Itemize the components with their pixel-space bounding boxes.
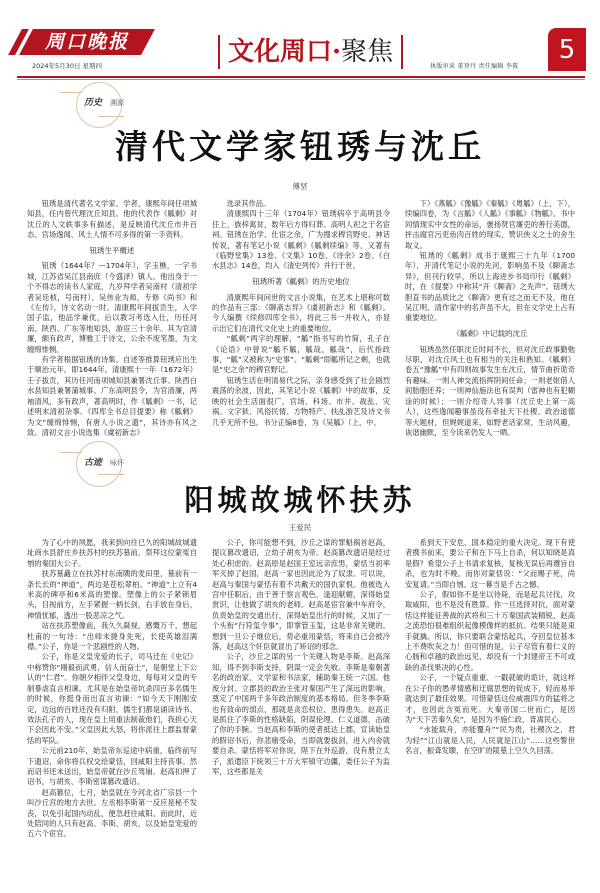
paragraph: 清康熙年间问世的文言小说集，在艺术上堪称可数的作品有三部：《聊斋志异》《虞初新志》和《觚剩》。今人编撰《续修四库全书》，将此三书一并收入，亦显示出它们在清代文化史上的重要地位。: [212, 292, 390, 333]
section-title: [210, 34, 411, 70]
paragraph: 公元前210年，始皇帝东巡途中病重，临终前写下遗诏，命你将兵权交给蒙恬，回咸阳主持丧事。然而诏书还未送出，始皇帝就在沙丘驾崩。赵高扣押了诏书，与胡亥、李斯密谋篡改遗诏。: [27, 746, 197, 787]
article-body: [27, 199, 575, 437]
article-title: 清代文学家钮琇与沈丘: [115, 127, 485, 166]
paragraph: “觚剩”两字的理解，“觚”指书写的竹简，孔子在《论语》中曾说“觚不觚，觚哉，觚哉”，后代指政事，“觚”又被称为“史事”。“觚剩”即觚所记之剩，也就是“史之余”的稗官野记。: [212, 334, 390, 375]
section-title-black: 聚焦: [341, 37, 394, 67]
subheading: 钮琇所著《觚剩》的历史地位: [252, 277, 350, 287]
paragraph: 扶苏墓矗立在扶苏村东南隅的麦田里，墓前有一条长长的“神道”，两边是苍松翠柏。“神道”上立有4米高的碑亭和6米高的塑像。塑像上的公子紧锁眉头，目视前方，左手紧握一柄长剑，右手放在身后，神情忧郁，透出一股悲凉之气。: [27, 569, 197, 620]
paragraph: 公子，你是父皇宠爱的长子，司马迁在《史记》中称赞你“刚毅而武勇，信人而奋士”，是朝堂上下公认的“仁君”。你朝夕相伴父皇身边，每每对父皇的专制暴虐直言相谏。尤其是在始皇帝坑杀四百多名儒生的时候，你挺身而出直言劝谏：“如今天下刚刚安定，边远的百姓还没有归附，儒生们都是诵读诗书、效法孔子的人，现在皇上用重法制裁他们，我担心天下会因此不安。”父皇因此大怒，将你派往上郡监督蒙恬的军队。: [27, 652, 197, 745]
subheading: 钮琇生平概述: [89, 245, 135, 255]
column-badge-sub: 咏怀: [110, 459, 124, 467]
paragraph: 选录其作品。: [226, 199, 271, 208]
text-column: [212, 538, 390, 871]
paragraph: 清康熙四十三年（1704年）钮琇病卒于高明县令任上，族梓寓贫，数年后方得归葬。高明人祀之于名宦祠。钮琇在治学、仕宦之余，广为搜求稗官野史、神话传说，著有笔记小说《觚剩》《觚剩续编》等，又著有《临野堂集》13卷、《文集》10卷、《诗余》2卷、《白水县志》14卷，均入《清史列传》并行于世。: [212, 209, 390, 271]
header-rule: [17, 76, 585, 78]
paragraph: 钮琇是清代著名文学家、学者，康熙年间任项城知县，任内曾代理沈丘知县。他的代表作《觚剩》对沈丘的人文轶事多有描述，是反映清代沈丘市井百态、官场逸闻、风土人情不可多得的第一手资料。: [27, 199, 197, 240]
paragraph: 为了心中的夙愿，我来到向往已久的阳城故城遗址商水县舒庄乡扶苏村的扶苏墓前，祭拜这位蒙冤自刎的秦国大公子。: [27, 538, 197, 568]
paragraph: 公子，你可能想不到，沙丘之谋的罪魁祸首赵高，提议篡改遗诏，立幼子胡亥为帝。赵高篡改遗诏是经过处心积虑的。赵高原是赵国王室远亲庶男，蒙恬当初率军灭掉了赵国，赵高一家也因此沦为了奴隶。可以说，赵高与秦国与蒙恬有着不共戴天的国仇家恨。他被选入宫中任职后，由于善于察言观色，逢迎献媚，深得始皇赏识，让他做了胡亥的老师。赵高是宦官兼中车府令，负责始皇的交通出行，深得始皇出行的时候，又加了一个头衔“行符玺令事”，即掌管玉玺，这是非常关键的。想到一旦公子继位后，势必重用蒙恬，将来自己会被冷落，赵高这个奸臣就冒出了矫诏的邪念。: [212, 538, 390, 652]
paragraph: 下）《燕觚》《豫觚》《秦觚》《粤觚》（上、下），续编四卷，为《言觚》《人觚》《事觚》《物觚》。书中同情现实中女性的命运，褒扬贤官廉吏的善行美德，抨击腐官污吏鱼肉百姓的现实，赞识侠义之士的舍生取义。: [405, 199, 575, 250]
paragraph: 公子，一个疑点重重、一戳就破的诡计，就这样在公子你的愚孝情感和迂腐思想的促成下，轻而易举就达到了最佳效果。可惜蒙恬这位威震四方的猛将之才，也因此含冤而死。大秦帝国二世而亡，是因为“天下苦秦久矣”，是因为不施仁政、背离民心。: [405, 673, 575, 724]
article-author: 王爱民: [288, 523, 312, 532]
paragraph: 有学者根据钮琇的诗集、自述等推算钮琇应出生于顺治元年，即1644年。清康熙十一年（1672年）壬子拔贡，其历任河南项城知县兼署沈丘事、陕西白水县知县兼署蒲城事、广东高明县令，为官清廉，两袖清风，多有政声，著高明时，作《觚剩》一书，记述明末清初杂事。《四库全书总目提要》称《觚剩》为文“缠绵悱恻，有唐人小说之遗”，其诗亦有风之致。清初文言小说选集《虞初新志》: [27, 355, 197, 437]
page-number: 5: [548, 28, 586, 71]
header-rule-thin: [17, 79, 585, 80]
column-badge-main: 历史: [84, 98, 103, 108]
article-title: 阳城故城怀扶苏: [184, 483, 416, 517]
text-column: [27, 538, 197, 871]
editor-credits: 执版审读 董登丹 责任编辑 李筱: [430, 63, 519, 70]
column-badge-main: 古迹: [84, 458, 103, 468]
paragraph: 钮琇的《觚剩》成书于康熙三十九年（1700年），开清代笔记小说的先河，影响虽不及《聊斋志异》，但刊行较早，所以上海进步书局印行《觚剩》时，在《提要》中称其“开《聊斋》之先声”。钮琇大胆直书的品质比之《聊斋》更有过之而无不及，他在吴江明、清作家中的名声虽不大，但在文学史上占有重要地位。: [405, 251, 575, 323]
newspaper-logo: 周口晚报: [45, 31, 130, 53]
paragraph: 赵高篡位，七月，始皇就在今河北省广宗县一个叫沙丘宫的地方去世。左丞相李斯第一反应是秘不发丧，以免引起国内动乱，便急赶往咸阳。而此时，近处陪同的人只有赵高、李斯、胡亥，以及始皇宠爱的五六个宦官。: [27, 787, 197, 839]
text-column: [405, 538, 575, 871]
issue-date: 2024年5月30日 星期四: [32, 62, 103, 70]
paragraph: 公子，沙丘之谋的另一个关键人物是李斯。赵高深知，得不到李斯支持，阴谋一定会失败。李斯是秦朝著名的政治家、文学家和书法家，辅助秦王统一六国。他废分封、立郡县的政治主张对秦国产生了深远的影响，奠定了中国两千多年政治制度的基本格局。但冬季李斯也有致命的弱点，那就是贪恋权位、患得患失。赵高正是抓住了李斯的性格缺陷，阴谋伦理、仁义道德，击破了你的手腕。当赵高和李斯的使者抵达上郡，宣读始皇的假诏书后，你悲痛受命，当即就要拔剑，进入内舍就要自杀。蒙恬将军对你说，陛下在外巡游，没有册立太子，派遣臣下统领三十万大军镇守边疆，委任公子为监军，这些都是关: [212, 652, 390, 776]
article-author: 傅坚: [292, 182, 308, 191]
column-badge-sub: 溯源: [110, 99, 124, 107]
text-column: [27, 199, 197, 437]
paragraph: 站在扶苏塑像前，我久久凝视，感慨万千，想起杜甫的一句诗：“出师未捷身先死，长使英雄泪满襟。”公子，你是一个悲剧性的人物。: [27, 621, 197, 652]
section-title-red: 文化周口·: [228, 37, 342, 67]
text-column: [405, 199, 575, 437]
divider: [218, 35, 220, 69]
paragraph: 钮琇（1644年？—1704年），字玉樵，一字书城，江苏省吴江县南庶（今盛泽）镇人。他出身于一个不得志的读书人家庭，九岁拜学者吴南村（清初学者吴廷桢，号南村）、吴伟业为师，专修《尚书》和《左传》，诗文名动一时。清康熙年间拔贡生，入学国子监，他品学兼优，后以教习考选入仕，历任河南、陕西、广东等地知县，游宦三十余年。其为官清廉，颇有政声，博雅工于诗文，公余不废笔墨，为文缠绵悱恻。: [27, 261, 197, 354]
subheading: 《觚剩》中记载的沈丘: [452, 329, 528, 339]
text-column: [212, 199, 390, 427]
paragraph: “水能载舟，亦能覆舟”“民为贵，社稷次之，君为轻”“江山就是人民，人民就是江山”……这些警世名言，振聋发聩，在空旷的陵墓上空久久回荡。: [405, 725, 575, 756]
article-body: [27, 538, 575, 871]
divider: [401, 35, 403, 69]
paragraph: 钮琇虽然任职沈丘时间不长，但对沈丘政事勤勉尽职，对沈丘风土也有相当的关注和熟知。《觚剩》卷五“豫觚”中有四则故事发生在沈丘，情节曲折诡奇有趣味。一则人神交流指挥阴间任命；一则老妪借人间胎胞还养；一则神仙施法也有误判（雷神也有犯糊涂的时候）；一则介绍奇人异事（沈丘史上第一高人），这些逸闻趣事虽没有牵扯天下社稷、政治道德等大题材，但娓娓道来，如野老话家常，生动风趣，诙谐幽默，至今读来仍发人一哂。: [405, 344, 575, 437]
paragraph: 公子，假如你不是坐以待毙，而是起兵讨伐，攻取咸阳，也不是没有胜算。你一旦选择对抗，面对蒙恬这样能征善战的武将和三十万秦国武装精锐，赵高之流恐怕很难组织起像模像样的抵抗。结果只能是束手就擒。所以，你只要联合蒙恬起兵，夺回皇位基本上不费吹灰之力！但可惜的是，公子尽管有着仁义的心肠和卓越的政治远见，却没有一个封建帝王不可或缺的杀伐果决的心性。: [405, 590, 575, 672]
paragraph: 钮琇生活在明清易代之际，亲身感受到了社会剧烈震荡的余波，因此，其笔记小说《觚剩》中的故事，反映的社会生活面很广，官场、科场、市井、战乱、灾祸、文字狱、风俗民情、方物特产、扶乩游艺及诗文书几乎无所不包。书分正编8卷，为《吴觚》（上、中、: [212, 375, 390, 427]
paragraph: 系到天下安危、国本稳定的重大决定。现下有使者携书前来，要公子和在下马上自杀，何以知晓是真是假？希望公子上书请求复核，复核无误后再遵旨自杀，也为时不晚。而你对蒙恬说：“父而赐子死，尚安复请。”当即自刎。这一幕当是千古之憾。: [405, 538, 575, 589]
